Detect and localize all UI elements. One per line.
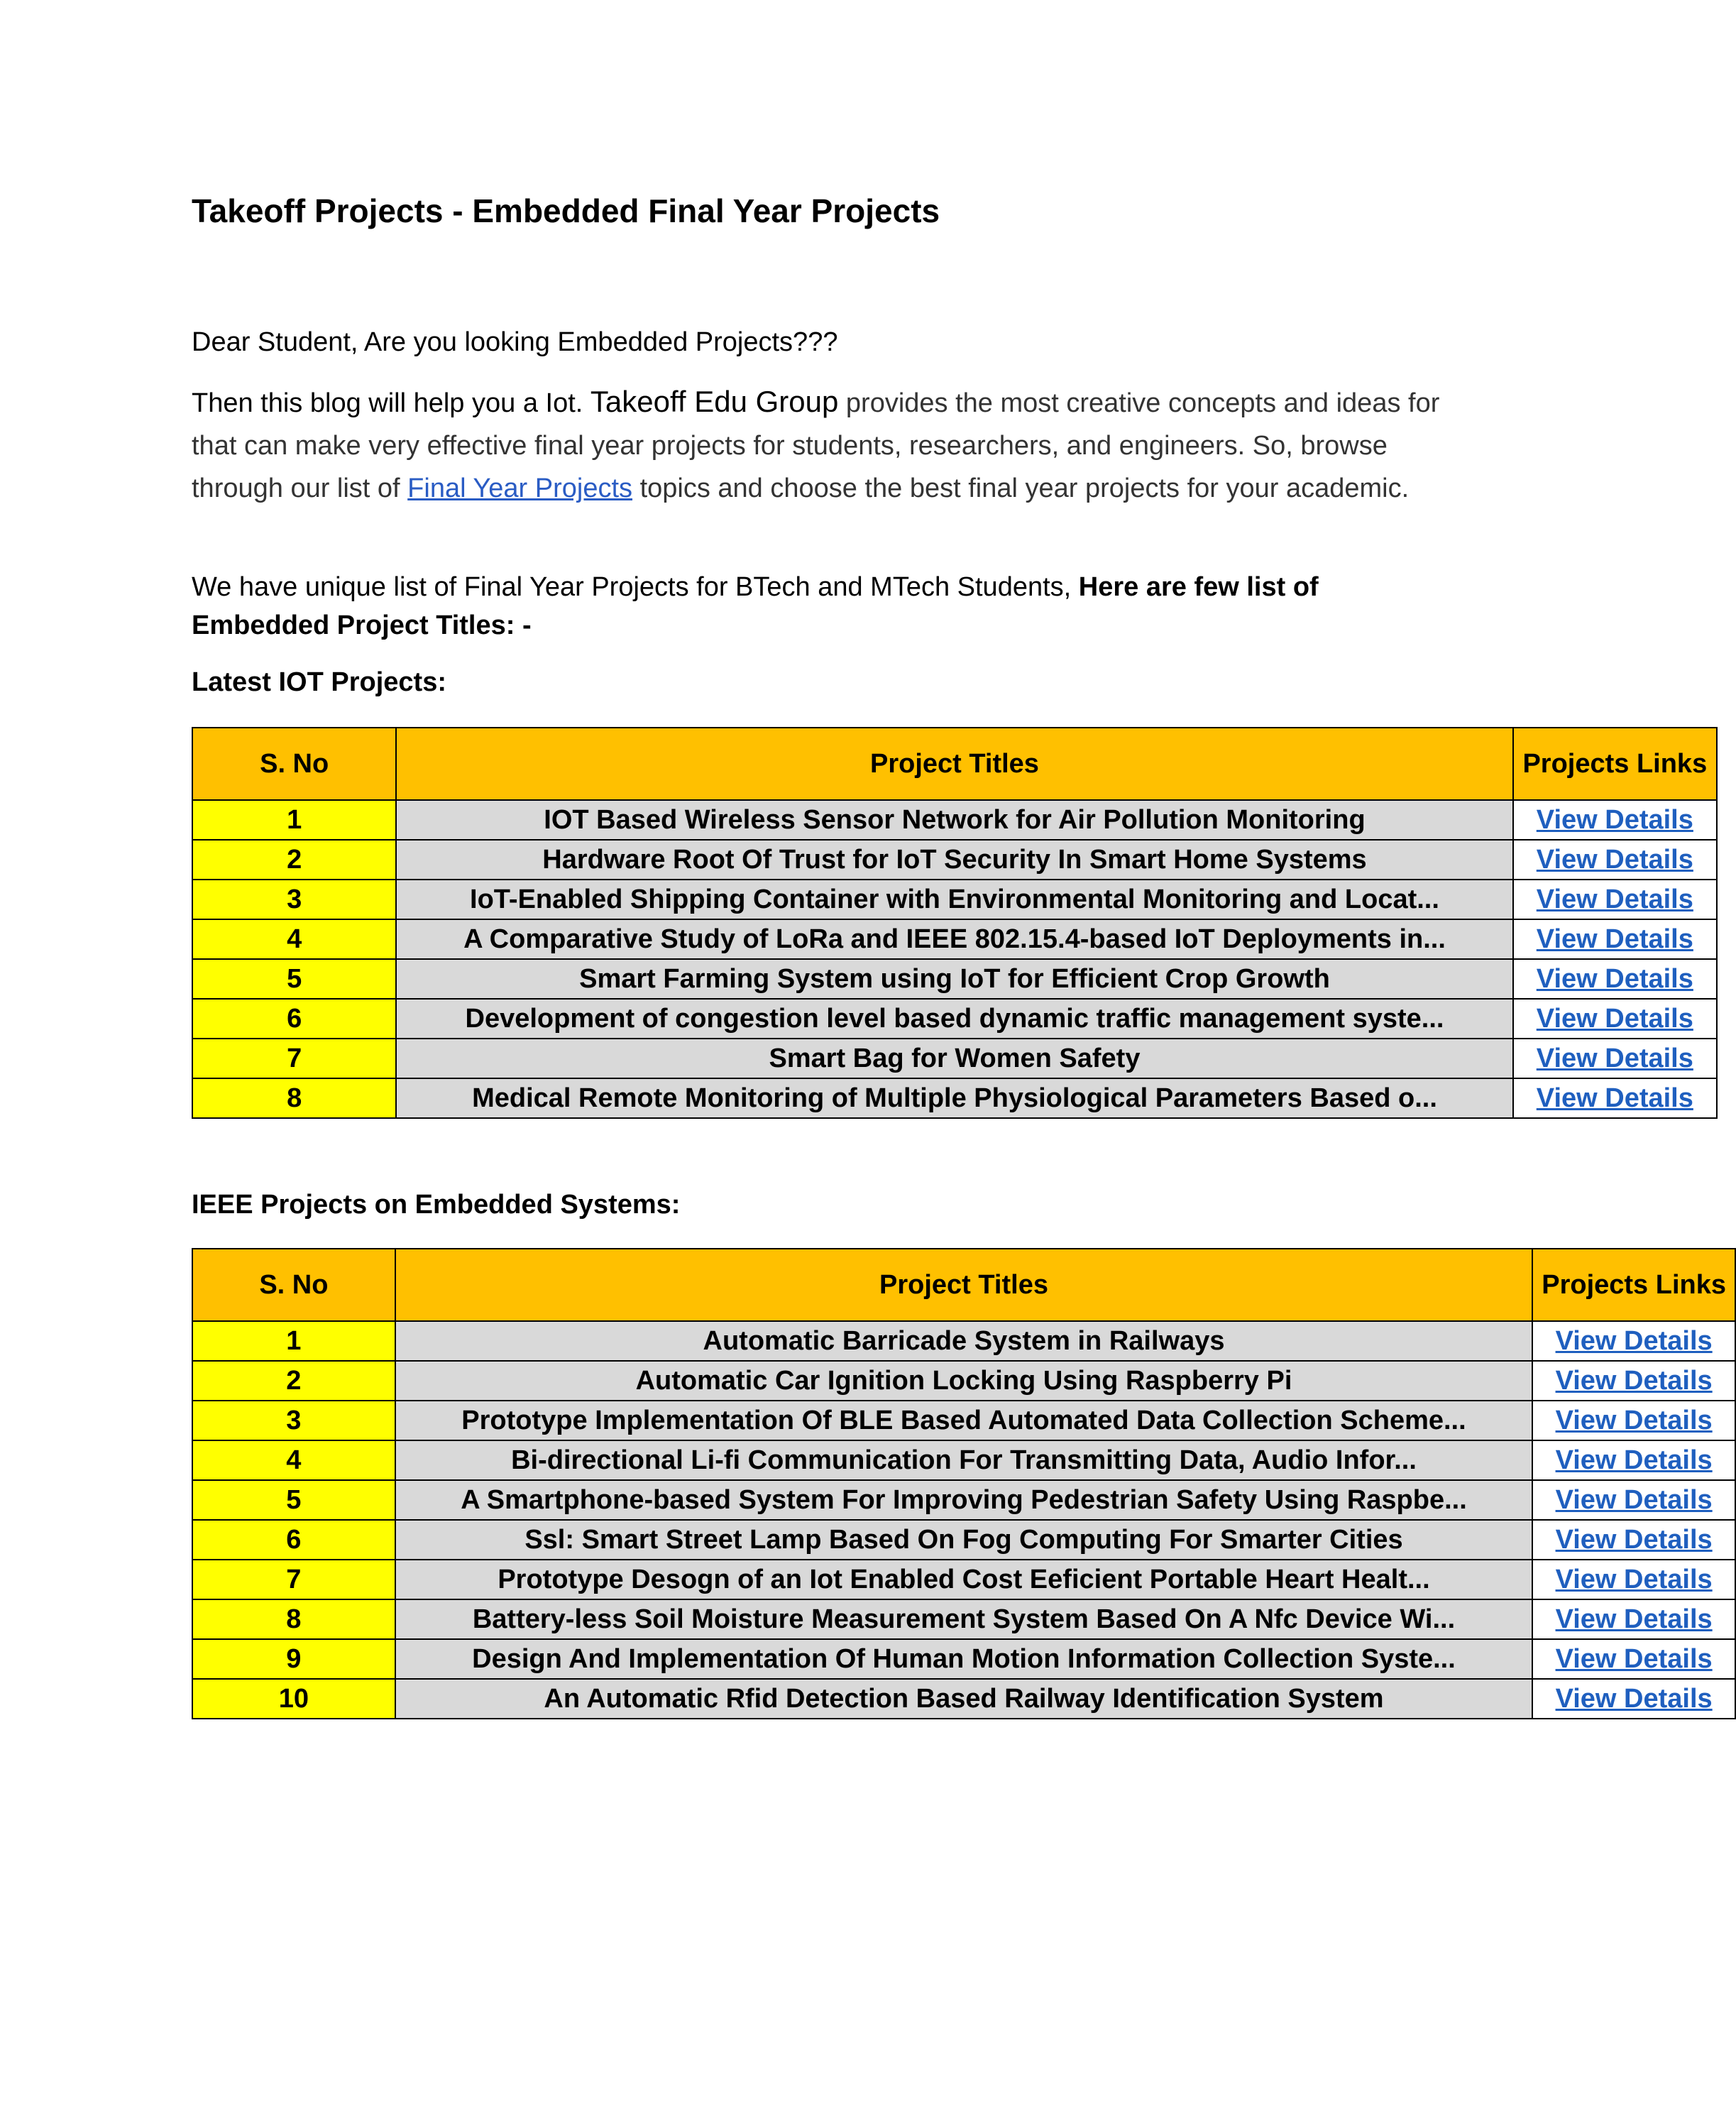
row-project-title: Design And Implementation Of Human Motion Information Collection Syste... [395, 1639, 1532, 1679]
row-link-cell [1532, 1560, 1735, 1599]
row-project-title: An Automatic Rfid Detection Based Railway Identification System [395, 1679, 1532, 1719]
table-row [192, 1401, 1735, 1440]
table-row [192, 959, 1717, 999]
section-heading-iot: Latest IOT Projects: [192, 667, 446, 697]
header-links-label: Projects Links [1542, 1270, 1726, 1300]
row-sno: 9 [192, 1639, 395, 1679]
table-header-row [192, 1249, 1735, 1321]
row-sno: 1 [192, 800, 396, 840]
row-link-cell [1532, 1401, 1735, 1440]
view-details-link[interactable]: View Details [1555, 1565, 1713, 1594]
row-project-title: Medical Remote Monitoring of Multiple Physiological Parameters Based o... [396, 1078, 1512, 1118]
view-details-link[interactable]: View Details [1536, 1083, 1693, 1113]
view-details-link[interactable]: View Details [1555, 1406, 1713, 1435]
row-sno: 1 [192, 1321, 395, 1361]
row-sno: 7 [192, 1039, 396, 1078]
view-details-link[interactable]: View Details [1555, 1485, 1713, 1515]
row-project-title: Bi-directional Li-fi Communication For Transmitting Data, Audio Infor... [395, 1440, 1532, 1480]
row-project-title: A Comparative Study of LoRa and IEEE 802.15.4-based IoT Deployments in... [396, 919, 1512, 959]
row-link-cell [1513, 1039, 1717, 1078]
header-titles: Project Titles [396, 728, 1512, 800]
intro-paragraph [192, 381, 1455, 510]
table-row [192, 1520, 1735, 1560]
row-project-title: A Smartphone-based System For Improving Pedestrian Safety Using Raspbe... [395, 1480, 1532, 1520]
row-sno: 5 [192, 1480, 395, 1520]
view-details-link[interactable]: View Details [1536, 885, 1693, 914]
view-details-link[interactable]: View Details [1536, 1004, 1693, 1034]
row-link-cell [1532, 1480, 1735, 1520]
row-sno: 2 [192, 1361, 395, 1401]
row-sno: 5 [192, 959, 396, 999]
row-sno: 4 [192, 1440, 395, 1480]
ieee-projects-table [192, 1248, 1736, 1719]
header-titles: Project Titles [395, 1249, 1532, 1321]
table-row [192, 999, 1717, 1039]
intro-end: topics and choose the best final year projects for your academic. [639, 473, 1410, 503]
row-sno: 6 [192, 1520, 395, 1560]
table-row [192, 1560, 1735, 1599]
row-link-cell [1513, 919, 1717, 959]
row-project-title: Battery-less Soil Moisture Measurement System Based On A Nfc Device Wi... [395, 1599, 1532, 1639]
intro-list-plain: We have unique list of Final Year Projects for BTech and MTech Students, [192, 572, 1072, 602]
row-sno: 3 [192, 880, 396, 919]
table-row [192, 800, 1717, 840]
header-links [1532, 1249, 1735, 1321]
table-row [192, 880, 1717, 919]
row-link-cell [1532, 1361, 1735, 1401]
table-row [192, 840, 1717, 880]
row-project-title: Prototype Desogn of an Iot Enabled Cost Eeficient Portable Heart Healt... [395, 1560, 1532, 1599]
view-details-link[interactable]: View Details [1555, 1366, 1713, 1396]
row-sno: 10 [192, 1679, 395, 1719]
row-sno: 7 [192, 1560, 395, 1599]
row-project-title: Smart Bag for Women Safety [396, 1039, 1512, 1078]
iot-projects-table [192, 727, 1718, 1119]
row-project-title: Ssl: Smart Street Lamp Based On Fog Computing For Smarter Cities [395, 1520, 1532, 1560]
row-project-title: Prototype Implementation Of BLE Based Automated Data Collection Scheme... [395, 1401, 1532, 1440]
table-row [192, 1679, 1735, 1719]
row-link-cell [1513, 959, 1717, 999]
view-details-link[interactable]: View Details [1555, 1525, 1713, 1555]
table-header-row [192, 728, 1717, 800]
table-row [192, 1361, 1735, 1401]
table-row [192, 1639, 1735, 1679]
intro-list-bold: Here are few list of Embedded Project Titles: - [192, 572, 1319, 640]
table-row [192, 1480, 1735, 1520]
table-row [192, 1078, 1717, 1118]
view-details-link[interactable]: View Details [1536, 964, 1693, 994]
table-row [192, 1599, 1735, 1639]
view-details-link[interactable]: View Details [1536, 845, 1693, 875]
view-details-link[interactable]: View Details [1555, 1684, 1713, 1714]
row-sno: 3 [192, 1401, 395, 1440]
row-link-cell [1513, 880, 1717, 919]
view-details-link[interactable]: View Details [1555, 1326, 1713, 1356]
row-sno: 6 [192, 999, 396, 1039]
row-project-title: Hardware Root Of Trust for IoT Security In Smart Home Systems [396, 840, 1512, 880]
table-row [192, 1440, 1735, 1480]
page-title: Takeoff Projects - Embedded Final Year Projects [192, 192, 940, 229]
row-link-cell [1532, 1440, 1735, 1480]
final-year-projects-link[interactable]: Final Year Projects [407, 473, 633, 503]
intro-group-name: Takeoff Edu Group [590, 385, 839, 418]
section-heading-ieee: IEEE Projects on Embedded Systems: [192, 1190, 681, 1220]
row-link-cell [1513, 999, 1717, 1039]
view-details-link[interactable]: View Details [1555, 1644, 1713, 1674]
row-project-title: Automatic Car Ignition Locking Using Raspberry Pi [395, 1361, 1532, 1401]
row-sno: 8 [192, 1078, 396, 1118]
intro-body: provides the most creative concepts and ideas for that can make very effective final year projects for students, researchers, and engineers. So, browse through our list of [192, 388, 1440, 503]
row-project-title: Automatic Barricade System in Railways [395, 1321, 1532, 1361]
row-project-title: Smart Farming System using IoT for Efficient Crop Growth [396, 959, 1512, 999]
row-link-cell [1532, 1321, 1735, 1361]
intro-lead: Then this blog will help you a Iot. [192, 388, 583, 418]
row-link-cell [1532, 1520, 1735, 1560]
row-sno: 2 [192, 840, 396, 880]
row-project-title: IoT-Enabled Shipping Container with Environmental Monitoring and Locat... [396, 880, 1512, 919]
row-project-title: Development of congestion level based dynamic traffic management syste... [396, 999, 1512, 1039]
row-link-cell [1532, 1679, 1735, 1719]
table-row [192, 1039, 1717, 1078]
view-details-link[interactable]: View Details [1536, 924, 1693, 954]
table-row [192, 919, 1717, 959]
header-links [1513, 728, 1717, 800]
row-sno: 4 [192, 919, 396, 959]
view-details-link[interactable]: View Details [1555, 1604, 1713, 1634]
header-sno: S. No [192, 1249, 395, 1321]
row-sno: 8 [192, 1599, 395, 1639]
row-link-cell [1513, 800, 1717, 840]
row-link-cell [1532, 1599, 1735, 1639]
row-link-cell [1513, 840, 1717, 880]
intro-greeting: Dear Student, Are you looking Embedded Projects??? [192, 327, 838, 357]
table-row [192, 1321, 1735, 1361]
header-sno: S. No [192, 728, 396, 800]
view-details-link[interactable]: View Details [1536, 805, 1693, 835]
row-project-title: IOT Based Wireless Sensor Network for Air Pollution Monitoring [396, 800, 1512, 840]
view-details-link[interactable]: View Details [1555, 1445, 1713, 1475]
row-link-cell [1532, 1639, 1735, 1679]
intro-list-note [192, 568, 1427, 645]
header-links-label: Projects Links [1522, 749, 1708, 779]
row-link-cell [1513, 1078, 1717, 1118]
view-details-link[interactable]: View Details [1536, 1044, 1693, 1073]
